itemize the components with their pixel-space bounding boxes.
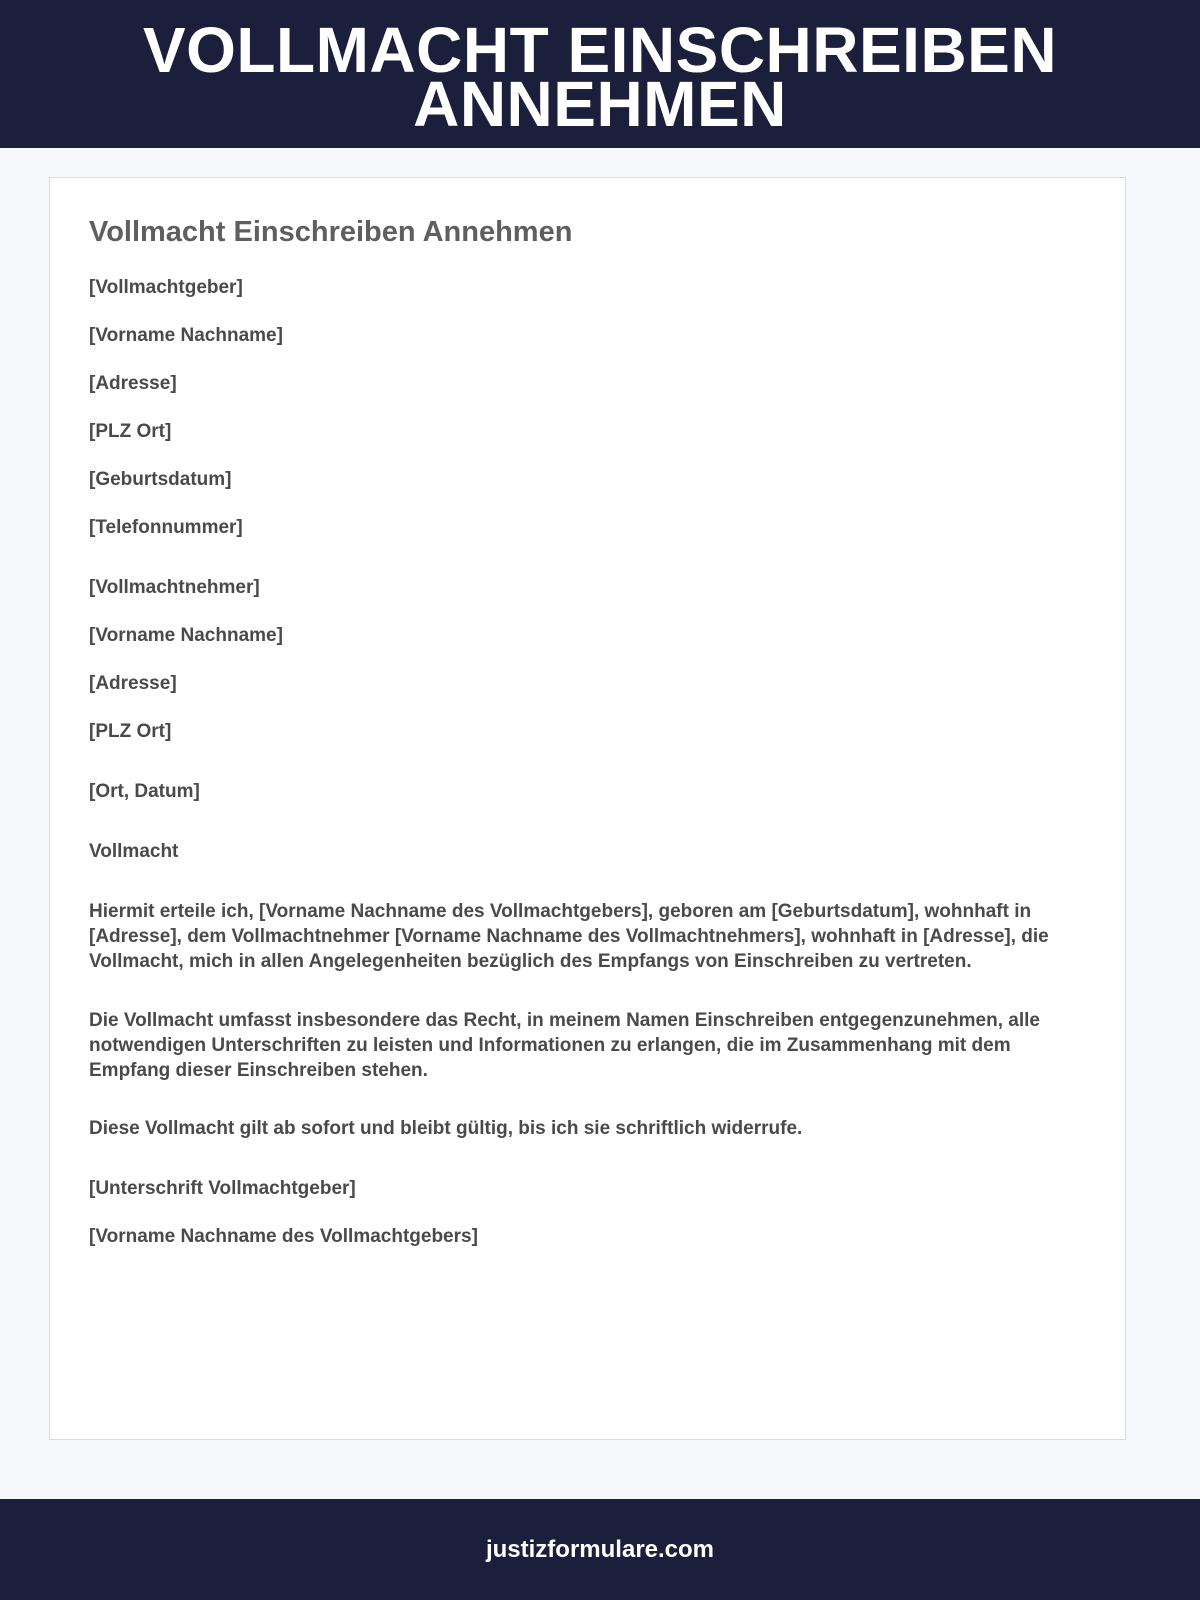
grantee-heading: [Vollmachtnehmer]: [89, 577, 260, 598]
paragraph: Hiermit erteile ich, [Vorname Nachname des Vollmachtgebers], geboren am [Geburtsdatum], wohnhaft in [Adresse], dem Vollmachtnehmer [Vorname Nachname des Vollmachtnehmers], wohnhaft in [Adresse], die Vollmacht, mich in allen Angelegenheiten bezüglich des Empfangs von Einschreiben zu vertreten.: [89, 901, 1049, 972]
grantor-address: [Adresse]: [89, 373, 177, 394]
grantee-city: [PLZ Ort]: [89, 721, 172, 742]
place-date: [Ort, Datum]: [89, 781, 200, 802]
footer-site-link[interactable]: justizformulare.com: [485, 1535, 715, 1563]
paragraph: Diese Vollmacht gilt ab sofort und bleibt gültig, bis ich sie schriftlich widerrufe.: [89, 1118, 803, 1139]
grantor-phone: [Telefonnummer]: [89, 517, 243, 538]
document-card: [49, 177, 1126, 1440]
grantor-heading: [Vollmachtgeber]: [89, 277, 243, 298]
grantor-birthdate: [Geburtsdatum]: [89, 469, 232, 490]
page-footer: [0, 1499, 1200, 1600]
document-title: Vollmacht Einschreiben Annehmen: [89, 216, 573, 248]
grantor-name: [Vorname Nachname]: [89, 325, 283, 346]
page-header: [0, 0, 1200, 148]
page-title: VOLLMACHT EINSCHREIBEN ANNEHMEN: [142, 14, 1058, 140]
grantor-city: [PLZ Ort]: [89, 421, 172, 442]
subject: Vollmacht: [89, 841, 179, 862]
signature-line: [Unterschrift Vollmachtgeber]: [89, 1178, 356, 1199]
grantee-name: [Vorname Nachname]: [89, 625, 283, 646]
grantee-address: [Adresse]: [89, 673, 177, 694]
paragraph: Die Vollmacht umfasst insbesondere das Recht, in meinem Namen Einschreiben entgegenzunehmen, alle notwendigen Unterschriften zu leisten und Informationen zu erlangen, die im Zusammenhang mit dem Empfang dieser Einschreiben stehen.: [89, 1010, 1040, 1081]
signature-name: [Vorname Nachname des Vollmachtgebers]: [89, 1226, 478, 1247]
